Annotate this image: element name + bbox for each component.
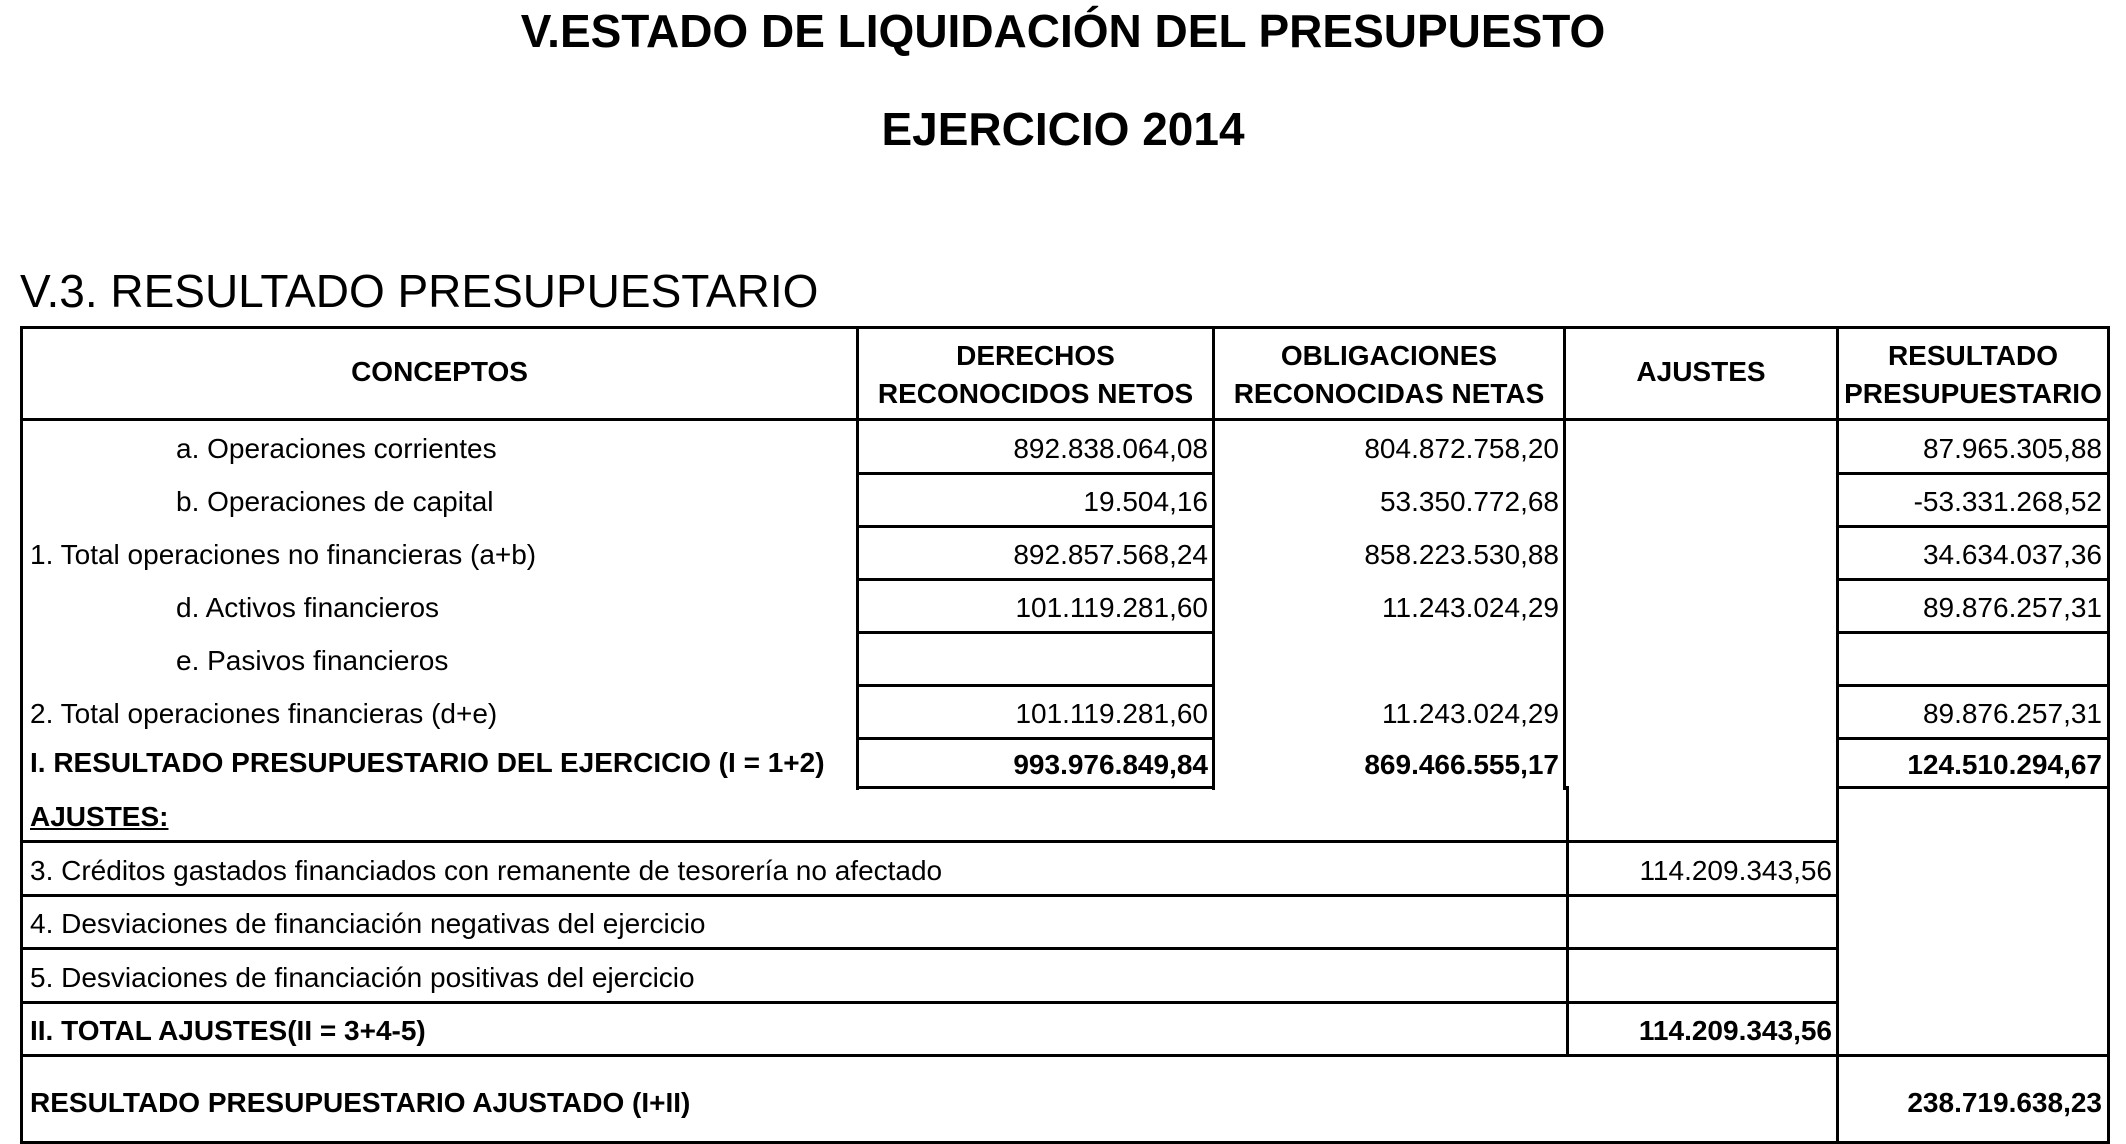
row-resultado: 89.876.257,31 [1922, 698, 2102, 729]
row-resultado: -53.331.268,52 [1913, 486, 2102, 517]
header-ajustes: AJUSTES [1636, 356, 1766, 387]
header-obligaciones-line2: RECONOCIDAS NETAS [1233, 378, 1545, 409]
header-derechos-line2: RECONOCIDOS NETOS [877, 378, 1194, 409]
ajuste-value: 114.209.343,56 [1639, 855, 1832, 886]
row-derechos: 892.838.064,08 [1013, 433, 1208, 464]
row-obligaciones: 11.243.024,29 [1382, 592, 1559, 623]
row-obligaciones: 53.350.772,68 [1379, 486, 1559, 517]
ajustes-title: AJUSTES: [30, 801, 169, 832]
header-resultado-line2: PRESUPUESTARIO [1844, 378, 2102, 409]
header-conceptos: CONCEPTOS [351, 356, 528, 387]
final-value: 238.719.638,23 [1907, 1087, 2102, 1118]
row-concept: b. Operaciones de capital [176, 486, 494, 517]
ajuste-concept: 4. Desviaciones de financiación negativas del ejercicio [30, 908, 706, 939]
row-concept: e. Pasivos financieros [176, 645, 449, 676]
section-title: V.3. RESULTADO PRESUPUESTARIO [20, 265, 819, 317]
row-obligaciones: 804.872.758,20 [1364, 433, 1559, 464]
header-resultado-line1: RESULTADO [1887, 340, 2059, 371]
row-derechos: 19.504,16 [1083, 486, 1208, 517]
ajustes-total-concept: II. TOTAL AJUSTES(II = 3+4-5) [30, 1015, 426, 1046]
row-obligaciones-total: 869.466.555,17 [1364, 749, 1559, 780]
row-resultado-total: 124.510.294,67 [1907, 749, 2102, 780]
row-resultado: 87.965.305,88 [1922, 433, 2102, 464]
row-concept: a. Operaciones corrientes [176, 433, 497, 464]
row-derechos-total: 993.976.849,84 [1013, 749, 1208, 780]
ajuste-concept: 3. Créditos gastados financiados con remanente de tesorería no afectado [30, 855, 943, 886]
row-resultado: 34.634.037,36 [1922, 539, 2102, 570]
row-concept-total: I. RESULTADO PRESUPUESTARIO DEL EJERCICIO (I = 1+2) [30, 747, 825, 778]
header-obligaciones-line1: OBLIGACIONES [1280, 340, 1498, 371]
row-concept: 1. Total operaciones no financieras (a+b) [30, 539, 537, 570]
ajustes-total-value: 114.209.343,56 [1638, 1015, 1832, 1046]
row-concept: d. Activos financieros [176, 592, 440, 623]
document-title: V.ESTADO DE LIQUIDACIÓN DEL PRESUPUESTO [520, 5, 1606, 57]
row-obligaciones: 858.223.530,88 [1364, 539, 1559, 570]
document-subtitle: EJERCICIO 2014 [881, 103, 1245, 155]
row-resultado: 89.876.257,31 [1922, 592, 2102, 623]
row-derechos: 101.119.281,60 [1015, 592, 1208, 623]
row-concept: 2. Total operaciones financieras (d+e) [30, 698, 498, 729]
ajuste-concept: 5. Desviaciones de financiación positivas del ejercicio [30, 962, 695, 993]
row-obligaciones: 11.243.024,29 [1382, 698, 1559, 729]
header-derechos-line1: DERECHOS [956, 340, 1115, 371]
row-derechos: 892.857.568,24 [1013, 539, 1208, 570]
row-derechos: 101.119.281,60 [1015, 698, 1208, 729]
final-concept: RESULTADO PRESUPUESTARIO AJUSTADO (I+II) [30, 1087, 691, 1118]
